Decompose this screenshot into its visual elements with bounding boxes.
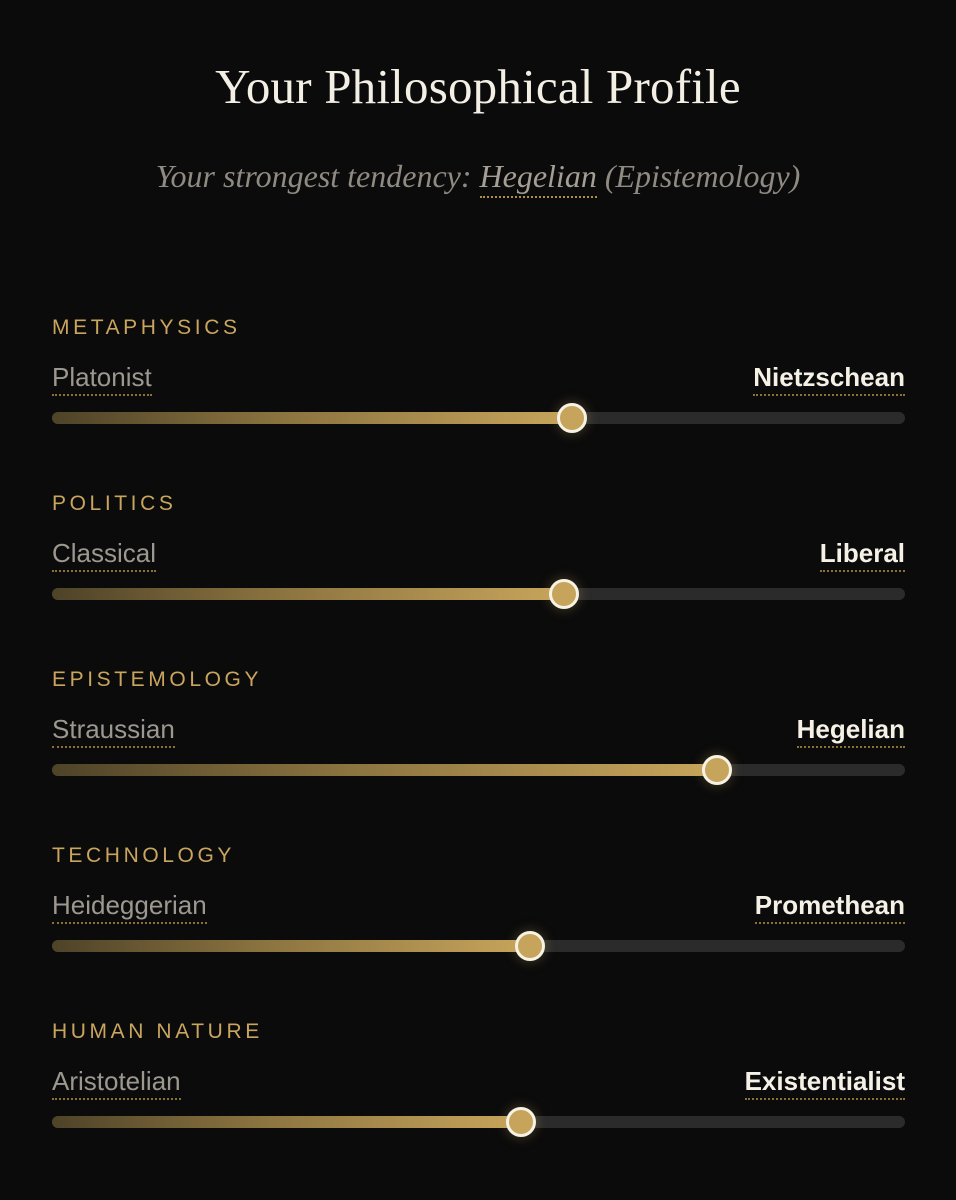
right-pole-label[interactable]: Promethean bbox=[755, 891, 905, 924]
subtitle-suffix: (Epistemology) bbox=[596, 158, 801, 194]
left-pole-label[interactable]: Classical bbox=[52, 539, 156, 572]
dimension-label: POLITICS bbox=[52, 492, 177, 515]
page-subtitle bbox=[0, 157, 956, 195]
right-pole-label[interactable]: Liberal bbox=[820, 539, 905, 572]
dimension-technology bbox=[52, 845, 905, 995]
slider-fill bbox=[52, 1116, 521, 1128]
right-pole-label[interactable]: Existentialist bbox=[745, 1067, 905, 1100]
dimension-metaphysics bbox=[52, 317, 905, 467]
left-pole-label[interactable]: Platonist bbox=[52, 363, 152, 396]
dimension-label: HUMAN NATURE bbox=[52, 1020, 263, 1043]
dimension-label: TECHNOLOGY bbox=[52, 844, 236, 867]
left-pole-label[interactable]: Straussian bbox=[52, 715, 175, 748]
left-pole-label[interactable]: Heideggerian bbox=[52, 891, 207, 924]
slider-track[interactable] bbox=[52, 1116, 905, 1128]
left-pole-label[interactable]: Aristotelian bbox=[52, 1067, 181, 1100]
right-pole-label[interactable]: Hegelian bbox=[797, 715, 905, 748]
page-title: Your Philosophical Profile bbox=[215, 59, 741, 114]
slider-fill bbox=[52, 764, 717, 776]
slider-thumb[interactable] bbox=[515, 931, 545, 961]
dimension-epistemology bbox=[52, 669, 905, 819]
slider-track[interactable] bbox=[52, 588, 905, 600]
subtitle-prefix: Your strongest tendency: bbox=[155, 158, 480, 194]
dimension-label: METAPHYSICS bbox=[52, 316, 241, 339]
slider-track[interactable] bbox=[52, 940, 905, 952]
slider-track[interactable] bbox=[52, 764, 905, 776]
slider-track[interactable] bbox=[52, 412, 905, 424]
right-pole-label[interactable]: Nietzschean bbox=[753, 363, 905, 396]
dimension-human-nature bbox=[52, 1021, 905, 1171]
slider-thumb[interactable] bbox=[557, 403, 587, 433]
slider-fill bbox=[52, 940, 530, 952]
slider-fill bbox=[52, 412, 572, 424]
slider-thumb[interactable] bbox=[506, 1107, 536, 1137]
dimension-politics bbox=[52, 493, 905, 643]
strongest-tendency-link[interactable]: Hegelian bbox=[480, 158, 597, 198]
slider-thumb[interactable] bbox=[702, 755, 732, 785]
slider-fill bbox=[52, 588, 564, 600]
slider-thumb[interactable] bbox=[549, 579, 579, 609]
dimension-label: EPISTEMOLOGY bbox=[52, 668, 263, 691]
